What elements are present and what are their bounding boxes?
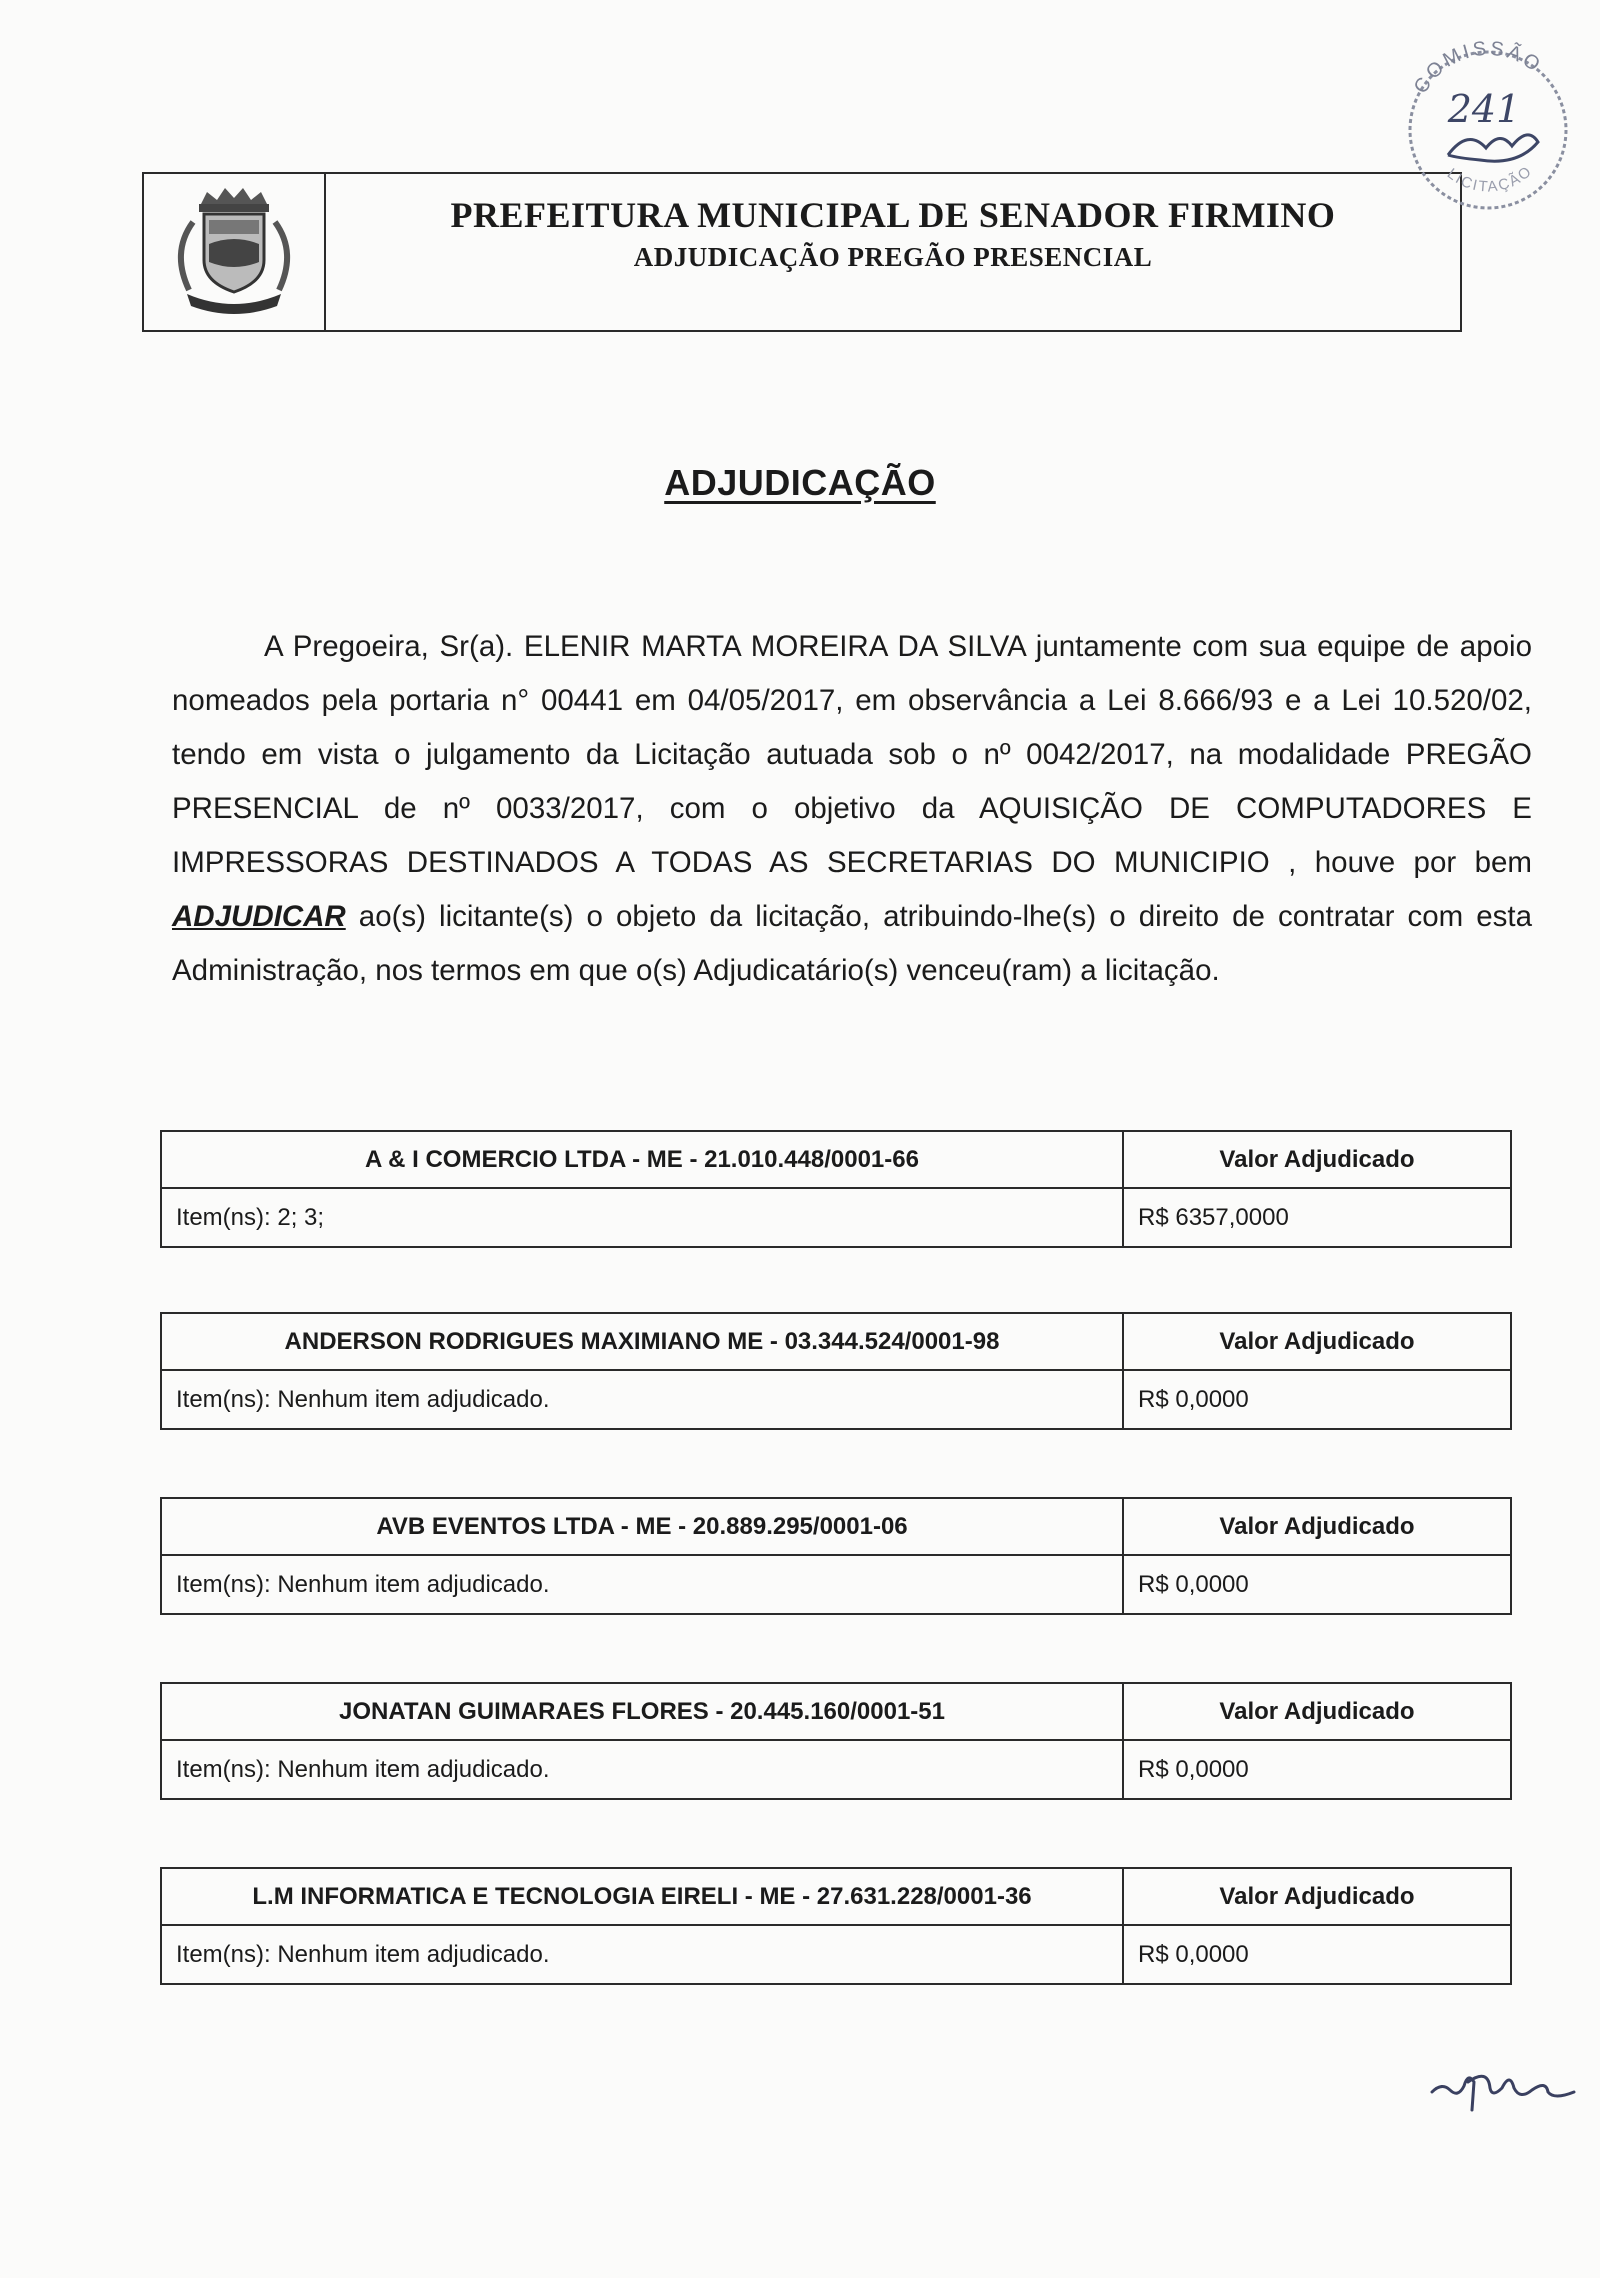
vendor-items: Item(ns): 2; 3;: [162, 1189, 1124, 1246]
adjudicar-emphasis: ADJUDICAR: [172, 900, 346, 933]
vendor-name: ANDERSON RODRIGUES MAXIMIANO ME - 03.344.524/0001-98: [162, 1314, 1124, 1371]
value-header: Valor Adjudicado: [1124, 1869, 1510, 1926]
vendor-name: AVB EVENTOS LTDA - ME - 20.889.295/0001-06: [162, 1499, 1124, 1556]
handwritten-initials-icon: [1428, 2052, 1578, 2112]
body-text-start: A Pregoeira, Sr(a). ELENIR MARTA MOREIRA DA SILVA juntamente com sua equipe de apoio nomeados pela portaria n° 00441 em 04/05/2017, em observância a Lei 8.666/93 e a Lei 10.520/02, tendo em vista o julgamento da Licitação autuada sob o nº 0042/2017, na modalidade PREGÃO PRESENCIAL de nº 0033/2017, com o objetivo da AQUISIÇÃO DE COMPUTADORES E IMPRESSORAS DESTINADOS A TODAS AS SECRETARIAS DO MUNICIPIO , houve por bem: [172, 630, 1532, 879]
vendor-items: Item(ns): Nenhum item adjudicado.: [162, 1371, 1124, 1428]
document-subtitle: ADJUDICAÇÃO PREGÃO PRESENCIAL: [633, 242, 1153, 272]
document-header: [142, 172, 1462, 332]
vendor-table: [160, 1682, 1512, 1800]
body-paragraph: [172, 620, 1532, 998]
svg-text:LICITAÇÃO: [1444, 162, 1536, 195]
vendor-items: Item(ns): Nenhum item adjudicado.: [162, 1926, 1124, 1983]
stamp-text: COMISSÃO: [1409, 37, 1547, 98]
vendor-name: JONATAN GUIMARAES FLORES - 20.445.160/0001-51: [162, 1684, 1124, 1741]
body-text-end: ao(s) licitante(s) o objeto da licitação, atribuindo-lhe(s) o direito de contratar com esta Administração, nos termos em que o(s) Adjudicatário(s) venceu(ram) a licitação.: [172, 900, 1532, 987]
adjudicated-value: R$ 0,0000: [1138, 1755, 1249, 1783]
vendor-name: A & I COMERCIO LTDA - ME - 21.010.448/0001-66: [162, 1132, 1124, 1189]
adjudicated-value: R$ 0,0000: [1138, 1385, 1249, 1413]
vendor-table: [160, 1312, 1512, 1430]
value-header: Valor Adjudicado: [1124, 1684, 1510, 1741]
municipal-crest: [144, 174, 326, 330]
vendor-table: [160, 1497, 1512, 1615]
value-header: Valor Adjudicado: [1124, 1499, 1510, 1556]
coat-of-arms-icon: [159, 182, 309, 322]
value-header: Valor Adjudicado: [1124, 1132, 1510, 1189]
adjudicated-value: R$ 0,0000: [1138, 1570, 1249, 1598]
stamp-page-number: 241: [1447, 87, 1521, 131]
adjudicated-value: R$ 6357,0000: [1138, 1203, 1289, 1231]
vendor-items: Item(ns): Nenhum item adjudicado.: [162, 1556, 1124, 1613]
vendor-table: [160, 1130, 1512, 1248]
adjudicated-value: R$ 0,0000: [1138, 1940, 1249, 1968]
vendor-items: Item(ns): Nenhum item adjudicado.: [162, 1741, 1124, 1798]
stamp-signature-icon: [1448, 135, 1538, 161]
page-title: ADJUDICAÇÃO: [664, 462, 936, 503]
commission-stamp: [1388, 30, 1588, 210]
stamp-bottom-text: LICITAÇÃO: [1443, 162, 1536, 196]
organization-name: PREFEITURA MUNICIPAL DE SENADOR FIRMINO: [450, 195, 1336, 235]
value-header: Valor Adjudicado: [1124, 1314, 1510, 1371]
vendor-name: L.M INFORMATICA E TECNOLOGIA EIRELI - ME - 27.631.228/0001-36: [162, 1869, 1124, 1926]
vendor-table: [160, 1867, 1512, 1985]
